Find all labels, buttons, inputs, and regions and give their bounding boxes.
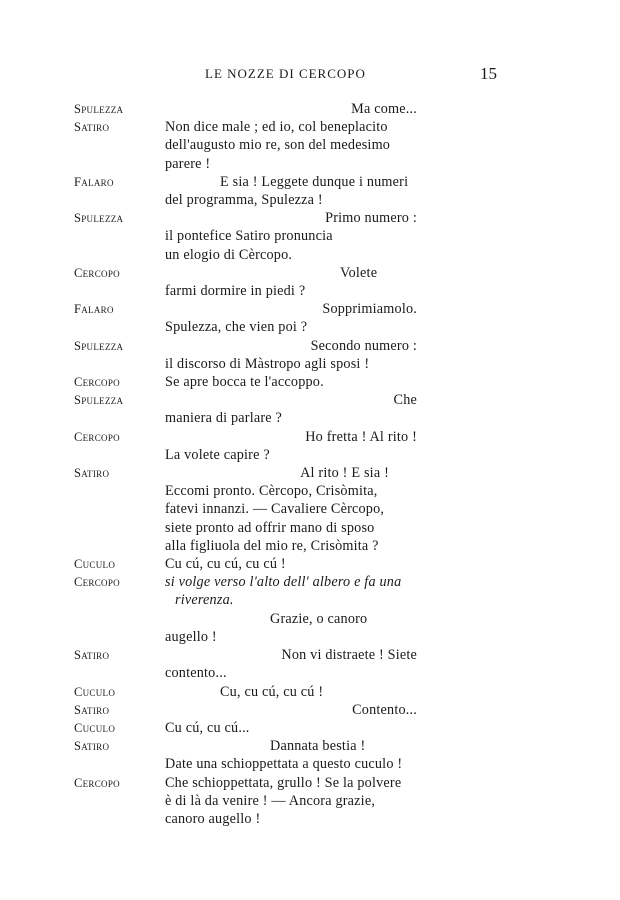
dialogue-line: contento... <box>165 665 227 682</box>
dialogue-line: è di là da venire ! — Ancora grazie, <box>165 792 376 809</box>
dialogue-line: Non dice male ; ed io, col beneplacito <box>165 119 388 136</box>
dialogue-entry <box>0 118 620 173</box>
dialogue-entry <box>0 337 620 373</box>
dialogue-entry <box>0 701 620 719</box>
dialogue-line: Contento... <box>352 701 417 718</box>
speaker-name: Cercopo <box>74 575 120 590</box>
dialogue-line: Al rito ! E sia ! <box>300 465 389 482</box>
dialogue-entry <box>0 573 620 646</box>
speaker-name: Spulezza <box>74 211 124 226</box>
dialogue-line: E sia ! Leggete dunque i numeri <box>220 173 409 190</box>
dialogue-line: siete pronto ad offrir mano di sposo <box>165 519 375 536</box>
dialogue-entry <box>0 373 620 391</box>
dialogue-line: dell'augusto mio re, son del medesimo <box>165 137 391 154</box>
dialogue-line: Cu cú, cu cú, cu cú ! <box>165 556 286 573</box>
dialogue-entry <box>0 209 620 264</box>
dialogue-line: La volete capire ? <box>165 446 270 463</box>
dialogue-line: Secondo numero : <box>310 337 417 354</box>
dialogue-line: Primo numero : <box>325 210 417 227</box>
dialogue-entry <box>0 719 620 737</box>
speaker-name: Falaro <box>74 174 114 189</box>
dialogue-line: fatevi innanzi. — Cavaliere Cèrcopo, <box>165 501 385 518</box>
speaker-name: Cercopo <box>74 265 120 280</box>
dialogue-line: Spulezza, che vien poi ? <box>165 319 308 336</box>
dialogue-line: augello ! <box>165 628 217 645</box>
dialogue-line: farmi dormire in piedi ? <box>165 283 306 300</box>
dialogue-entry <box>0 464 620 555</box>
dialogue-line: Dannata bestia ! <box>270 738 366 755</box>
dialogue-line: maniera di parlare ? <box>165 410 283 427</box>
speaker-name: Satiro <box>74 702 110 717</box>
dialogue-line: Che schioppettata, grullo ! Se la polvere <box>165 774 402 791</box>
dialogue-entry <box>0 737 620 773</box>
speaker-name: Spulezza <box>74 102 124 116</box>
speaker-name: Satiro <box>74 648 110 663</box>
speaker-name: Spulezza <box>74 338 124 353</box>
dialogue-line: Date una schioppettata a questo cuculo ! <box>165 756 403 773</box>
dialogue-entry <box>0 391 620 427</box>
dialogue-entry <box>0 683 620 701</box>
dialogue-entry <box>0 646 620 682</box>
page-header <box>0 66 620 86</box>
dialogue-entry <box>0 173 620 209</box>
dialogue-entry <box>0 264 620 300</box>
dialogue-line: Ma come... <box>351 101 417 117</box>
dialogue-line: alla figliuola del mio re, Crisòmita ? <box>165 537 379 554</box>
speaker-name: Cuculo <box>74 684 116 699</box>
stage-direction: riverenza. <box>175 592 234 609</box>
speaker-name: Satiro <box>74 466 110 481</box>
speaker-name: Cercopo <box>74 375 120 390</box>
dialogue-line: Cu, cu cú, cu cú ! <box>220 683 324 700</box>
speaker-name: Satiro <box>74 739 110 754</box>
dialogue-line: Volete <box>340 264 378 281</box>
dialogue-line: Eccomi pronto. Cèrcopo, Crisòmita, <box>165 483 378 500</box>
dialogue-line: il pontefice Satiro pronuncia <box>165 228 333 245</box>
dialogue-line: parere ! <box>165 155 211 172</box>
dialogue-line: canoro augello ! <box>165 810 261 827</box>
dialogue-line: Non vi distraete ! Siete <box>281 647 417 664</box>
page-number: 15 <box>480 64 497 83</box>
dialogue-line: il discorso di Màstropo agli sposi ! <box>165 355 370 372</box>
dialogue-line: Sopprimiamolo. <box>322 301 417 318</box>
dialogue-line: un elogio di Cèrcopo. <box>165 246 293 263</box>
dialogue-line: del programma, Spulezza ! <box>165 192 323 209</box>
speaker-name: Satiro <box>74 120 110 135</box>
dialogue-line: Grazie, o canoro <box>270 610 368 627</box>
dialogue-line: Ho fretta ! Al rito ! <box>305 428 417 445</box>
dialogue-entry <box>0 555 620 573</box>
dialogue-entry <box>0 300 620 336</box>
stage-direction: si volge verso l'alto dell' albero e fa una <box>165 574 402 591</box>
speaker-name: Cuculo <box>74 720 116 735</box>
dialogue-entry <box>0 428 620 464</box>
speaker-name: Falaro <box>74 302 114 317</box>
speaker-name: Cercopo <box>74 429 120 444</box>
dialogue-entry <box>0 100 620 118</box>
speaker-name: Cuculo <box>74 557 116 572</box>
speaker-name: Spulezza <box>74 393 124 408</box>
dialogue-entry <box>0 774 620 829</box>
dialogue-line: Cu cú, cu cú... <box>165 719 250 736</box>
speaker-name: Cercopo <box>74 775 120 790</box>
play-script <box>0 100 620 828</box>
running-title: LE NOZZE DI CERCOPO <box>205 66 366 81</box>
dialogue-line: Che <box>393 392 417 409</box>
dialogue-line: Se apre bocca te l'accoppo. <box>165 374 324 391</box>
